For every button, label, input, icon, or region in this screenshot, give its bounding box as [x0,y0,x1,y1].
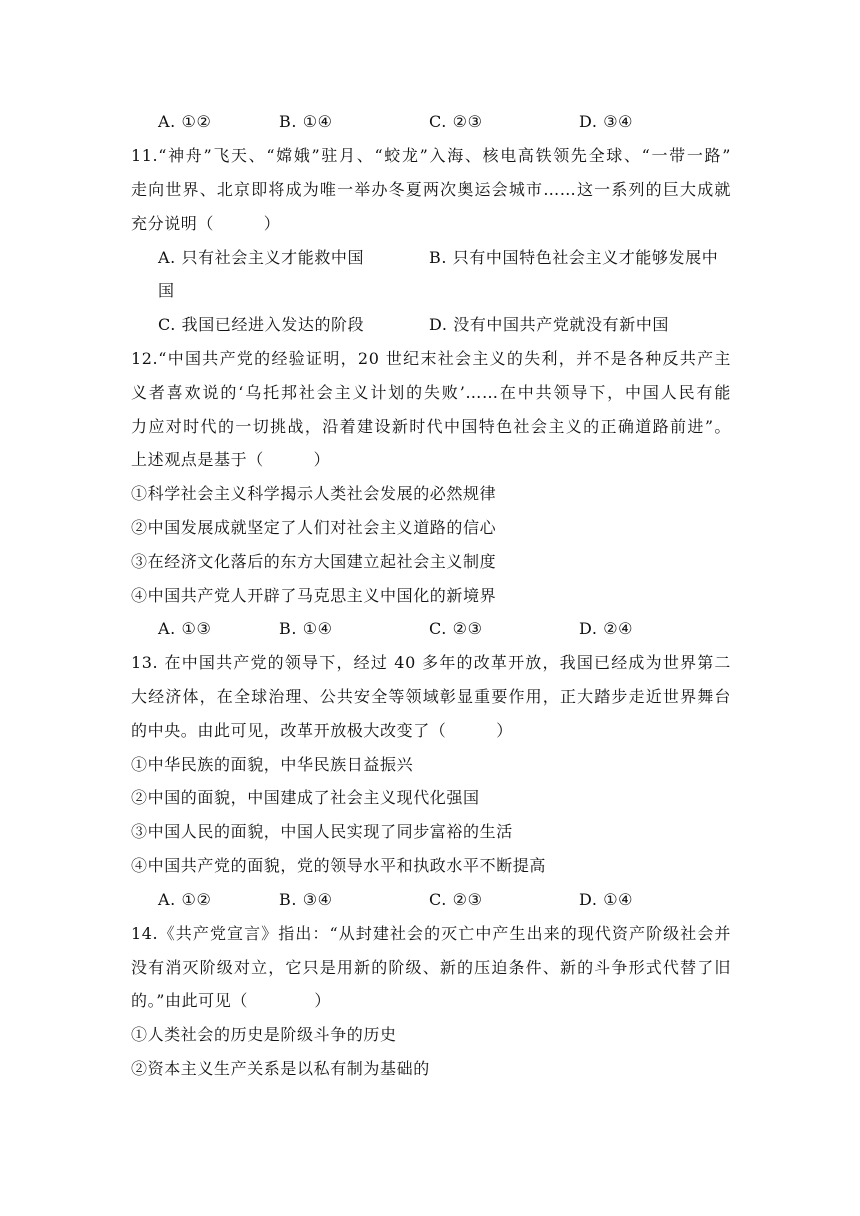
q13-stem-line-3: 的中央。由此可见，改革开放极大改变了（ ） [131,721,513,740]
q12-statement-3: ③在经济文化落后的东方大国建立起社会主义制度 [131,552,497,571]
q10-option-a: A. ①② [158,112,212,131]
q13-statement-4: ④中国共产党的面貌，党的领导水平和执政水平不断提高 [131,856,547,875]
q11-option-a: A. 只有社会主义才能救中国 [158,248,365,267]
q13-stem-line-2: 大经济体，在全球治理、公共安全等领域彰显重要作用，正大踏步走近世界舞台 [131,687,731,706]
q12-statement-2: ②中国发展成就坚定了人们对社会主义道路的信心 [131,518,497,537]
q13-option-b: B. ③④ [279,890,333,909]
q13-statement-3: ③中国人民的面貌，中国人民实现了同步富裕的生活 [131,822,513,841]
q14-stem-line-1: 14.《共产党宣言》指出：“从封建社会的灭亡中产生出来的现代资产阶级社会并 [131,924,731,943]
q13-statement-1: ①中华民族的面貌，中华民族日益振兴 [131,755,414,774]
q12-option-a: A. ①③ [158,619,212,638]
q10-option-d: D. ③④ [579,112,634,131]
q12-stem-line-4: 上述观点是基于（ ） [131,450,331,469]
q14-stem-line-2: 没有消灭阶级对立，它只是用新的阶级、新的压迫条件、新的斗争形式代替了旧 [131,958,731,977]
q11-stem-line-1: 11.“神舟”飞天、“嫦娥”驻月、“蛟龙”入海、核电高铁领先全球、“一带一路” [131,146,731,165]
q13-option-d: D. ①④ [579,890,634,909]
q11-stem-line-3: 充分说明（ ） [131,214,281,233]
q12-option-c: C. ②③ [429,619,483,638]
q11-option-b-continued: 国 [158,281,175,300]
q10-option-b: B. ①④ [279,112,333,131]
q13-stem-line-1: 13. 在中国共产党的领导下，经过 40 多年的改革开放，我国已经成为世界第二 [131,653,731,672]
q12-option-d: D. ②④ [579,619,634,638]
q12-stem-line-3: 力应对时代的一切挑战，沿着建设新时代中国特色社会主义的正确道路前进”。 [131,417,731,436]
q14-stem-line-3: 的。”由此可见（ ） [131,991,331,1010]
q13-statement-2: ②中国的面貌，中国建成了社会主义现代化强国 [131,788,480,807]
q12-statement-1: ①科学社会主义科学揭示人类社会发展的必然规律 [131,484,497,503]
q10-option-c: C. ②③ [429,112,483,131]
q11-option-d: D. 没有中国共产党就没有新中国 [429,315,670,334]
q11-option-c: C. 我国已经进入发达的阶段 [158,315,365,334]
q11-option-b: B. 只有中国特色社会主义才能够发展中 [429,248,719,267]
q14-statement-1: ①人类社会的历史是阶级斗争的历史 [131,1025,397,1044]
q13-option-a: A. ①② [158,890,212,909]
q12-stem-line-1: 12.“中国共产党的经验证明，20 世纪末社会主义的失利，并不是各种反共产主 [131,349,731,368]
q14-statement-2: ②资本主义生产关系是以私有制为基础的 [131,1059,430,1078]
q11-stem-line-2: 走向世界、北京即将成为唯一举办冬夏两次奥运会城市……这一系列的巨大成就 [131,180,731,199]
q12-stem-line-2: 义者喜欢说的‘乌托邦社会主义计划的失败’……在中共领导下，中国人民有能 [131,383,731,402]
q12-statement-4: ④中国共产党人开辟了马克思主义中国化的新境界 [131,586,497,605]
q13-option-c: C. ②③ [429,890,483,909]
q12-option-b: B. ①④ [279,619,333,638]
